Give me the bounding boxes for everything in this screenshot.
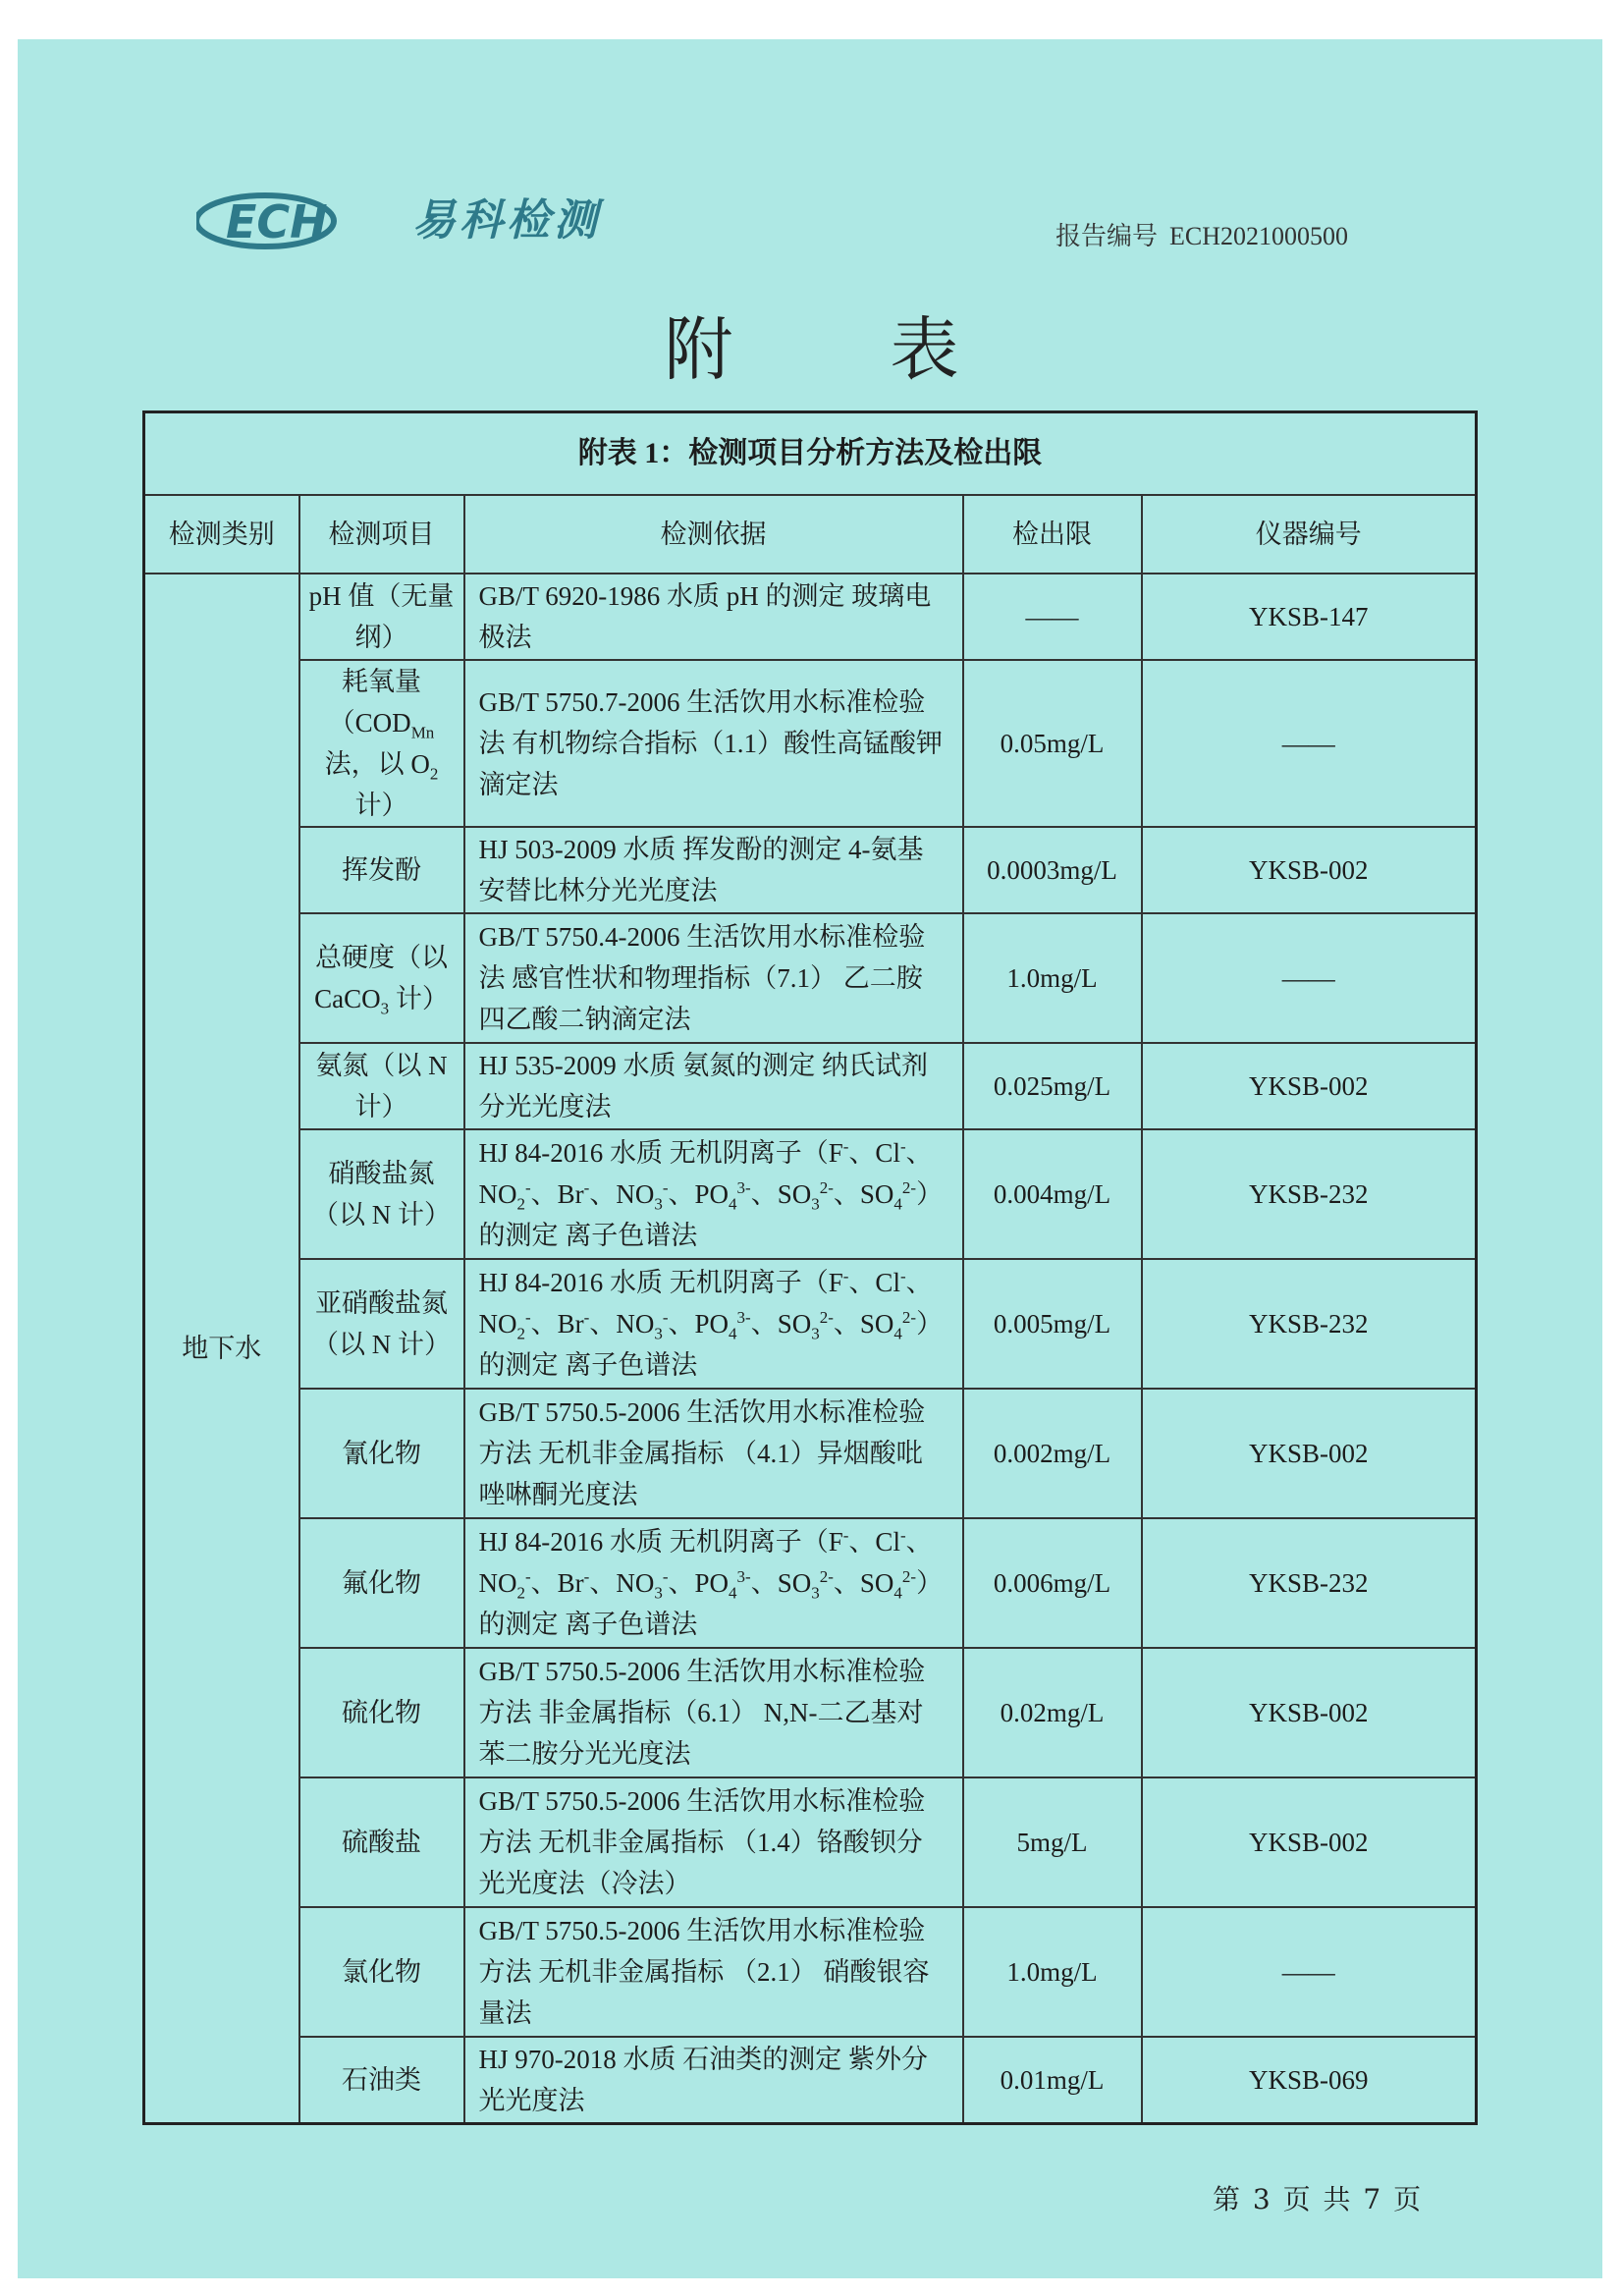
item-cell: 硫化物 [299,1648,464,1777]
table-row [144,827,1477,913]
instrument-cell: YKSB-002 [1142,827,1477,913]
basis-cell: HJ 84-2016 水质 无机阴离子（F-、Cl-、$NO_2^-$、Br-、$NO_3^-$、$PO_4^{3-}$、$SO_3^{2-}$、$SO_4^{2-}$）的测定 离子色谱法 [464,1129,963,1259]
limit-cell: 0.05mg/L [963,660,1142,827]
table-row [144,913,1477,1043]
method-table [142,410,1478,2125]
column-header: 检出限 [963,495,1142,574]
basis-cell: GB/T 5750.5-2006 生活饮用水标准检验方法 非金属指标（6.1） N,N-二乙基对苯二胺分光光度法 [464,1648,963,1777]
limit-cell: 0.005mg/L [963,1259,1142,1389]
table-row [144,574,1477,660]
page-title: 附表 [664,309,1116,390]
instrument-cell: YKSB-002 [1142,1648,1477,1777]
item-cell: 氟化物 [299,1518,464,1648]
table-row [144,1259,1477,1389]
item-cell: 硫酸盐 [299,1777,464,1907]
report-number-value: ECH2021000500 [1169,222,1349,250]
svg-text:ECH: ECH [226,195,328,248]
item-cell: 亚硝酸盐氮（以 N 计） [299,1259,464,1389]
instrument-cell: YKSB-232 [1142,1129,1477,1259]
table-caption: 附表 1：检测项目分析方法及检出限 [144,412,1477,496]
basis-cell: GB/T 5750.5-2006 生活饮用水标准检验方法 无机非金属指标 （4.1）异烟酸吡唑啉酮光度法 [464,1389,963,1518]
logo-wordmark: 易科检测 [412,195,601,246]
instrument-cell: —— [1142,913,1477,1043]
table-row [144,1518,1477,1648]
table-row [144,1907,1477,2037]
report-number [1055,216,1348,252]
basis-cell: HJ 503-2009 水质 挥发酚的测定 4-氨基安替比林分光光度法 [464,827,963,913]
instrument-cell: YKSB-147 [1142,574,1477,660]
limit-cell: 0.025mg/L [963,1043,1142,1129]
limit-cell: 0.004mg/L [963,1129,1142,1259]
report-number-label: 报告编号 [1055,222,1159,251]
instrument-cell: YKSB-002 [1142,1389,1477,1518]
column-header: 仪器编号 [1142,495,1477,574]
basis-cell: HJ 970-2018 水质 石油类的测定 紫外分光光度法 [464,2037,963,2123]
basis-cell: GB/T 6920-1986 水质 pH 的测定 玻璃电极法 [464,574,963,660]
basis-cell: GB/T 5750.5-2006 生活饮用水标准检验方法 无机非金属指标 （2.1） 硝酸银容量法 [464,1907,963,2037]
item-cell: 总硬度（以 CaCO$_3$ 计） [299,913,464,1043]
table-row [144,1389,1477,1518]
item-cell: 耗氧量（$COD_{Mn}$法，以 $O_2$ 计） [299,660,464,827]
item-cell: pH 值（无量纲） [299,574,464,660]
company-logo [196,187,648,255]
instrument-cell: —— [1142,1907,1477,2037]
instrument-cell: YKSB-002 [1142,1043,1477,1129]
column-header: 检测类别 [144,495,299,574]
basis-cell: GB/T 5750.4-2006 生活饮用水标准检验法 感官性状和物理指标（7.1） 乙二胺四乙酸二钠滴定法 [464,913,963,1043]
item-cell: 硝酸盐氮（以 N 计） [299,1129,464,1259]
instrument-cell: YKSB-002 [1142,1777,1477,1907]
basis-cell: GB/T 5750.5-2006 生活饮用水标准检验方法 无机非金属指标 （1.4）铬酸钡分光光度法（冷法） [464,1777,963,1907]
instrument-cell: YKSB-232 [1142,1259,1477,1389]
basis-cell: GB/T 5750.7-2006 生活饮用水标准检验法 有机物综合指标（1.1）酸性高锰酸钾滴定法 [464,660,963,827]
basis-cell: HJ 535-2009 水质 氨氮的测定 纳氏试剂分光光度法 [464,1043,963,1129]
table-header-row [144,495,1477,574]
table-row [144,1129,1477,1259]
item-cell: 氰化物 [299,1389,464,1518]
limit-cell: 0.0003mg/L [963,827,1142,913]
table-row [144,1777,1477,1907]
item-cell: 石油类 [299,2037,464,2123]
instrument-cell: —— [1142,660,1477,827]
basis-cell: HJ 84-2016 水质 无机阴离子（F-、Cl-、$NO_2^-$、Br-、$NO_3^-$、$PO_4^{3-}$、$SO_3^{2-}$、$SO_4^{2-}$）的测定 离子色谱法 [464,1518,963,1648]
category-cell: 地下水 [144,574,299,2123]
item-cell: 氯化物 [299,1907,464,2037]
limit-cell: —— [963,574,1142,660]
table-row [144,1648,1477,1777]
limit-cell: 0.002mg/L [963,1389,1142,1518]
instrument-cell: YKSB-069 [1142,2037,1477,2123]
table-row [144,660,1477,827]
item-cell: 氨氮（以 N 计） [299,1043,464,1129]
limit-cell: 0.006mg/L [963,1518,1142,1648]
item-cell: 挥发酚 [299,827,464,913]
column-header: 检测项目 [299,495,464,574]
limit-cell: 1.0mg/L [963,913,1142,1043]
limit-cell: 0.02mg/L [963,1648,1142,1777]
limit-cell: 0.01mg/L [963,2037,1142,2123]
column-header: 检测依据 [464,495,963,574]
limit-cell: 1.0mg/L [963,1907,1142,2037]
table-row [144,1043,1477,1129]
page-number: 第 3 页 共 7 页 [1213,2183,1424,2215]
table-row [144,2037,1477,2123]
instrument-cell: YKSB-232 [1142,1518,1477,1648]
limit-cell: 5mg/L [963,1777,1142,1907]
ech-logo-icon [196,187,412,255]
basis-cell: HJ 84-2016 水质 无机阴离子（F-、Cl-、$NO_2^-$、Br-、$NO_3^-$、$PO_4^{3-}$、$SO_3^{2-}$、$SO_4^{2-}$）的测定 离子色谱法 [464,1259,963,1389]
